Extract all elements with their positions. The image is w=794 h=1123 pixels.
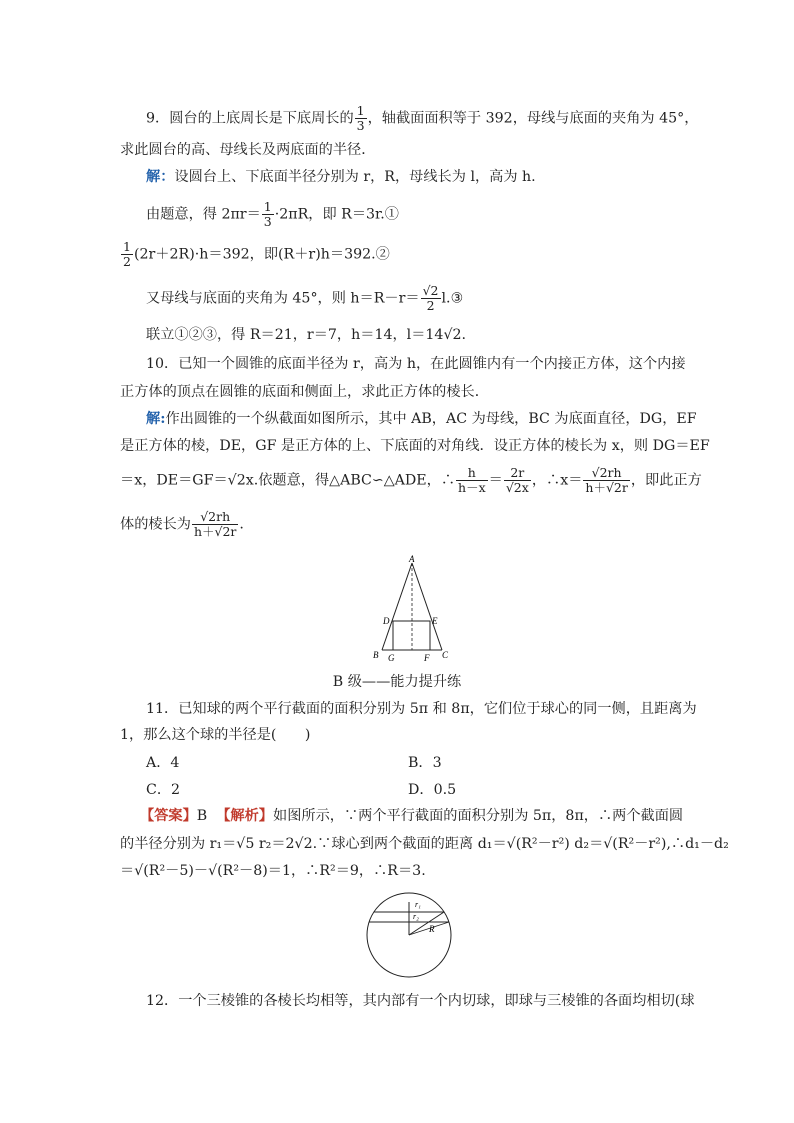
label-G: G — [388, 653, 395, 663]
label-C: C — [442, 650, 449, 660]
label-A: A — [409, 554, 415, 564]
q10-solution-1: 解:作出圆锥的一个纵截面如图所示，其中 AB，AC 为母线，BC 为底面直径，DG，EF — [146, 411, 697, 427]
label-E: E — [432, 616, 438, 626]
label-r1: r₁ — [415, 900, 421, 909]
q11-explanation-2: 的半径分别为 r₁＝√5 r₂＝2√2.∵球心到两个截面的距离 d₁＝√(R²－r²) d₂＝√(R²－r²),∴d₁－d₂ — [120, 836, 729, 852]
label-F: F — [424, 653, 430, 663]
q9-line-2: 求此圆台的高、母线长及两底面的半径． — [120, 142, 376, 158]
option-a: A．4 — [146, 755, 180, 771]
q11-explanation-3: ＝√(R²－5)－√(R²－8)＝1，∴R²＝9，∴R＝3. — [120, 863, 426, 879]
q10-line-2: 正方体的顶点在圆锥的底面和侧面上，求此正方体的棱长． — [120, 384, 489, 400]
fraction-one-third: $\frac{1}{3}$ — [356, 103, 365, 133]
q9-solution-3: $\frac{1}{2}$ (2r＋2R)·h＝392，即(R＋r)h＝392.② — [123, 239, 390, 269]
q10-line-1: 10．已知一个圆锥的底面半径为 r，高为 h，在此圆锥内有一个内接正方体，这个内接 — [146, 356, 686, 372]
q9-line-1: 9．圆台的上底周长是下底周长的 $\frac{1}{3}$ ，轴截面面积等于 392，母线与底面的夹角为 45°， — [146, 103, 699, 133]
cone-cross-section-figure — [368, 553, 458, 665]
option-b: B．3 — [408, 755, 442, 771]
sphere-cross-section-figure — [364, 890, 454, 980]
label-R: R — [429, 924, 435, 934]
q11-answer-line: 【答案】B 【解析】如图所示，∵两个平行截面的面积分别为 5π，8π，∴两个截面圆 — [140, 808, 684, 824]
q11-line-1: 11．已知球的两个平行截面的面积分别为 5π 和 8π，它们位于球心的同一侧，且距离为 — [146, 701, 697, 717]
q10-solution-2: 是正方体的棱，DE，GF 是正方体的上、下底面的对角线．设正方体的棱长为 x，则 DG＝EF — [120, 438, 710, 454]
q10-solution-4: 体的棱长为 $\frac{√2rh}{h+√2r}$ . — [120, 509, 244, 539]
q12-line-1: 12．一个三棱锥的各棱长均相等，其内部有一个内切球，即球与三棱锥的各面均相切(球 — [146, 993, 695, 1009]
label-D: D — [383, 616, 390, 626]
q11-line-2: 1，那么这个球的半径是( ) — [120, 727, 311, 743]
label-r2: r₂ — [413, 912, 419, 921]
option-d: D．0.5 — [408, 782, 457, 798]
section-b-heading: B 级——能力提升练 — [332, 674, 462, 690]
label-B: B — [373, 650, 379, 660]
q9-solution-1: 解：设圆台上、下底面半径分别为 r，R，母线长为 l，高为 h. — [146, 169, 536, 185]
q10-solution-3: ＝x，DE＝GF＝√2x.依题意，得△ABC∽△ADE，∴ $\frac{h}{h-x}$ ＝ $\frac{2r}{√2x}$ ，∴x＝ $\frac{√2rh}{h+√2r}$ ，即此正方 — [120, 465, 702, 495]
q9-solution-4: 又母线与底面的夹角为 45°，则 h＝R－r＝ $\frac{√2}{2}$ l.③ — [146, 283, 464, 313]
q9-solution-2: 由题意，得 2πr＝ $\frac{1}{3}$ ·2πR，即 R＝3r.① — [146, 199, 399, 229]
q9-solution-5: 联立①②③，得 R＝21，r＝7，h＝14，l＝14√2. — [146, 327, 467, 343]
option-c: C．2 — [146, 782, 181, 798]
